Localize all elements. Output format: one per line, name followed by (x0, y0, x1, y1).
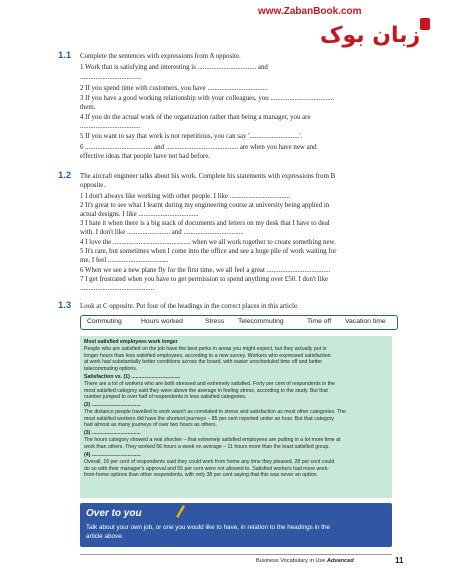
exercise-instruction: Complete the sentences with expressions from A opposite. (80, 53, 241, 60)
footer-book-title (256, 558, 354, 564)
article-text: longer hours than less satisfied employees, according to a new survey. Workers who expressed satisfaction (84, 352, 331, 359)
sentence-item: 5 It's rare, but sometimes when I come into the office and see a huge pile of work waiting for (80, 248, 337, 255)
zabanbook-logo-icon (320, 16, 432, 50)
article-text: The hours category showed a real shocker – that extremely satisfied employees are putting in a lot more time at (84, 437, 341, 443)
sentence-item: ................................... (80, 123, 141, 130)
article-subheading: (2) .................................. (84, 402, 141, 408)
watermark-url: www.ZabanBook.com (258, 6, 362, 17)
article-subheading: (4) .................................. (84, 452, 141, 458)
article-text: number jumped to over half of respondents in less satisfied categories. (84, 394, 247, 400)
sentence-item: them. (80, 104, 96, 111)
sentence-item: 3 I hate it when there is a big stack of documents and letters on my desk that I have to deal (80, 220, 330, 227)
over-to-you-title: Over to you (86, 508, 142, 519)
sentence-item: 3 If you have a good working relationship with your colleagues, you ..................................... (80, 95, 335, 102)
sentence-item: 5 If you want to say that work is not repetitious, you can say '.............................'. (80, 133, 303, 140)
article-text: The distance people travelled to work wasn't as correlated to stress and satisfaction as most other categories. The (84, 409, 346, 415)
exercise-instruction: The aircraft engineer talks about his work. Complete his statements with expressions from B (80, 173, 336, 180)
sentence-item: effective ideas that people have not had before. (80, 153, 210, 160)
article-text: telecommuting options. (84, 365, 138, 372)
sentence-item: 1 Work that is satisfying and interesting is .................................. and (80, 64, 268, 71)
exercise-instruction: opposite. (80, 182, 106, 189)
over-to-you-text: Talk about your own job, or one you would like to have, in relation to the headings in the (86, 524, 330, 531)
article-panel (80, 336, 392, 498)
article-text: most satisfied workers did have the shortest journeys – 85 per cent reported under an hour. But that category (84, 415, 335, 422)
exercise-number: 1.3 (58, 300, 72, 311)
heading-option: Commuting (87, 318, 122, 325)
article-subheading: Satisfaction vs. (1) .................................. (84, 374, 181, 380)
article-text: There are a lot of workers who are both stressed and extremely satisfied. Forty per cent of respondents in the (84, 381, 335, 387)
sentence-item: 6 When we see a new plane fly for the first time, we all feel a great ..................................... (80, 267, 331, 274)
sentence-item: 2 It's great to see what I learnt during my engineering course at university being applied in (80, 202, 330, 209)
pen-icon (173, 503, 187, 519)
article-text: do so with their manager's approval and 55 per cent were not allowed to. Satisfied workers had more work- (84, 465, 330, 472)
article-text: People who are satisfied on the job have the best perks in areas you might expect, but they actually put in (84, 346, 327, 352)
exercise-number: 1.1 (58, 50, 72, 61)
article-text: had almost as many journeys of over two hours as others. (84, 422, 217, 428)
article-text: work than others. They worked 56 hours a week on average – 11 hours more than the least satisfied group. (84, 443, 330, 450)
sentence-item: me, I feel ................................... (80, 257, 169, 264)
footer-divider (80, 554, 392, 555)
heading-option: Telecommuting (238, 318, 284, 325)
svg-text:زبان بوک: زبان بوک (320, 23, 421, 48)
footer-book-name: Business Vocabulary in Use (256, 558, 326, 564)
sentence-item: 1 I don't always like working with other people. I like ................................... (80, 193, 291, 200)
article-text: Overall, 16 per cent of respondents said they could work from home any time they pleased, 28 per cent could (84, 459, 335, 465)
over-to-you-box (80, 503, 392, 547)
heading-option: Time off (307, 318, 332, 325)
over-to-you-text: article above. (86, 533, 124, 540)
sentence-item: 6 ....................................... and .......................................... are when you have new and (80, 144, 317, 151)
page-number: 11 (395, 556, 404, 565)
sentence-item: .................................... (80, 74, 143, 81)
sentence-item: 4 I love the ............................................. when we all work together to create something new. (80, 239, 336, 246)
heading-option: Hours worked (141, 318, 183, 325)
article-title: Most satisfied employees work longer (84, 339, 178, 345)
sentence-item: actual designs. I like ................................... (80, 211, 199, 218)
sentence-item: 2 If you spend time with customers, you have ................................... (80, 85, 268, 92)
sentence-item: 7 I get frustrated when you have to get permission to spend anything over £50. I don't like (80, 276, 329, 283)
article-text: at work had substantially better conditions across the board, with easier unscheduled time off and better (84, 359, 323, 365)
sentence-item: 4 If you do the actual work of the organization rather than being a manager, you are (80, 114, 311, 121)
footer-book-level: Advanced (326, 558, 354, 564)
exercise-number: 1.2 (58, 170, 72, 181)
article-subheading: (3) .................................. (84, 430, 141, 436)
heading-option: Stress (205, 318, 225, 325)
exercise-instruction: Look at C opposite. Put four of the headings in the correct places in this article. (80, 303, 299, 310)
article-text: most satisfied category said they were above the average in feeling stress, according to the study. But that (84, 387, 328, 394)
headings-box (80, 315, 398, 330)
heading-option: Vacation time (345, 318, 386, 325)
article-text: from-home options than other respondents, with only 38 per cent saying that this was never an option. (84, 472, 318, 478)
sentence-item: with. I don't like ......................... and ................................... (80, 229, 244, 236)
sentence-item: ........................................... (80, 285, 155, 292)
